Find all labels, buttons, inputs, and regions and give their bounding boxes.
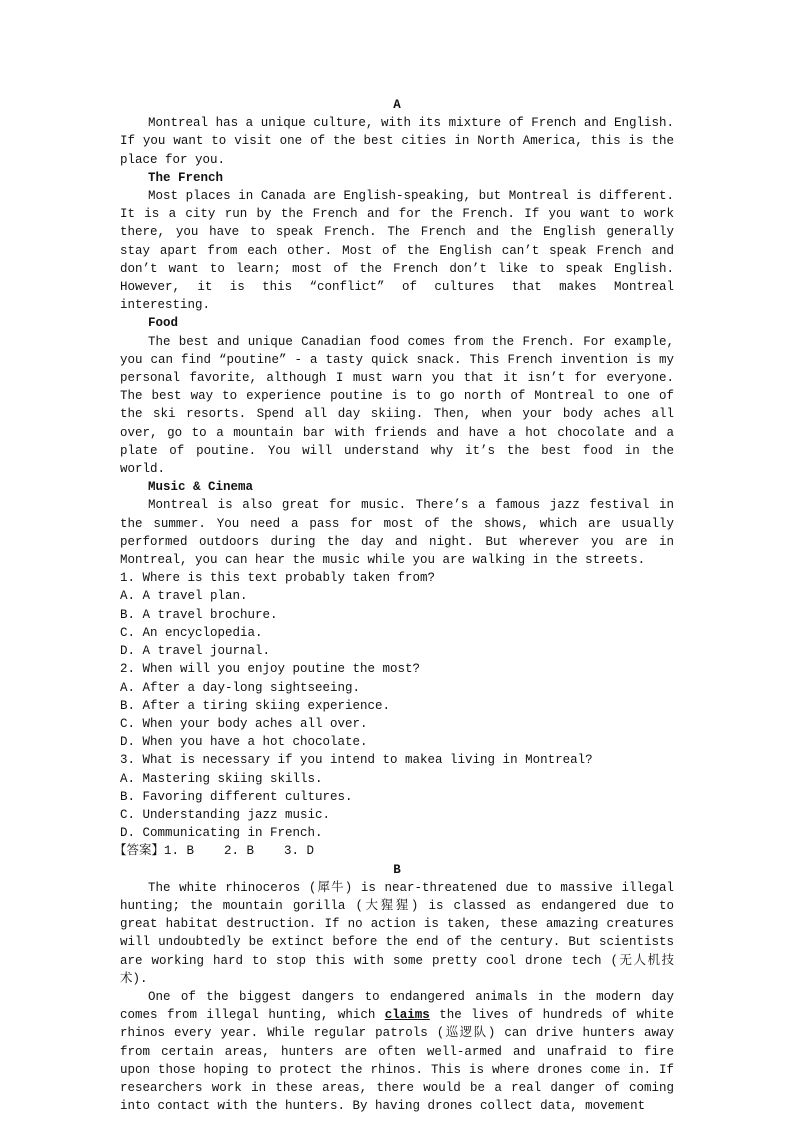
question-stem: 2. When will you enjoy poutine the most? xyxy=(120,662,421,677)
option-d: D. When you have a hot chocolate. xyxy=(120,735,368,750)
option-d: D. Communicating in French. xyxy=(120,826,323,841)
answer-tag: 【答案】 xyxy=(114,844,165,859)
option-c: C. When your body aches all over. xyxy=(120,716,368,731)
option-a: A. Mastering skiing skills. xyxy=(120,771,323,786)
passage-b-label: B xyxy=(393,862,401,877)
option-c: C. Understanding jazz music. xyxy=(120,807,331,822)
question-stem: 3. What is necessary if you intend to makea living in Montreal? xyxy=(120,753,593,768)
question-1 xyxy=(120,569,674,660)
option-a: A. A travel plan. xyxy=(120,589,248,604)
paragraph-text: the lives of hundreds of white rhinos every year. While regular patrols (巡逻队) can drive hunters away from certain areas, hunters are often well-armed and unafraid to fire upon those hoping to protect the rhinos. This is where drones come in. If researchers work in these areas, there would be a real danger of coming into contact with the hunters. By having drones collect data, movement xyxy=(120,1008,674,1114)
option-d: D. A travel journal. xyxy=(120,644,271,659)
passage-a-label: A xyxy=(393,98,401,112)
section-heading-food: Food xyxy=(148,316,179,331)
keyword-claims: claims xyxy=(384,1008,430,1023)
answer-text: 1. B 2. B 3. D xyxy=(164,844,315,859)
section-heading-french: The French xyxy=(148,170,224,185)
option-b: B. A travel brochure. xyxy=(120,607,278,622)
section-text-food: The best and unique Canadian food comes from the French. For example, you can find “poutine” - a tasty quick snack. This French invention is my personal favorite, although I must warn you that it isn’t for everyone. The best way to experience poutine is to go north of Montreal to one of the ski resorts. Spend all day skiing. Then, when your body aches all over, go to a mountain bar with friends and have a hot chocolate and a plate of poutine. You will understand why it’s the best food in the world. xyxy=(120,334,674,477)
section-text-french: Most places in Canada are English-speaking, but Montreal is different. It is a city run by the French and for the French. If you want to work there, you have to speak French. The French and the English generally stay apart from each other. Most of the English can’t speak French and don’t want to learn; most of the French don’t like to speak English. However, it is this “conflict” of cultures that makes Montreal interesting. xyxy=(120,189,674,313)
option-b: B. Favoring different cultures. xyxy=(120,789,353,804)
question-stem: 1. Where is this text probably taken from? xyxy=(120,571,436,586)
paragraph-text: One of the biggest dangers to endangered animals in the modern day comes from illegal hunting, which xyxy=(120,989,674,1023)
option-a: A. After a day-long sightseeing. xyxy=(120,680,361,695)
option-c: C. An encyclopedia. xyxy=(120,625,263,640)
question-2 xyxy=(120,660,674,751)
section-text-music: Montreal is also great for music. There’s a famous jazz festival in the summer. You need a pass for most of the shows, which are usually performed outdoors during the day and night. But wherever you are in Montreal, you can hear the music while you are walking in the streets. xyxy=(120,498,674,568)
question-3 xyxy=(120,751,674,842)
section-heading-music: Music & Cinema xyxy=(148,480,254,495)
option-b: B. After a tiring skiing experience. xyxy=(120,698,391,713)
passage-b-paragraph-1: The white rhinoceros (犀牛) is near-threatened due to massive illegal hunting; the mountain gorilla (大猩猩) is classed as endangered due to great habitat destruction. If no action is taken, these amazing creatures will undoubtedly be extinct before the end of the century. But scientists are working hard to stop this with some pretty cool drone tech (无人机技术). xyxy=(120,880,674,986)
document-page xyxy=(114,96,674,1115)
passage-b-paragraph-2 xyxy=(120,988,674,1115)
passage-a-intro: Montreal has a unique culture, with its mixture of French and English. If you want to visit one of the best cities in North America, this is the place for you. xyxy=(120,116,674,167)
answer-key xyxy=(114,842,674,860)
